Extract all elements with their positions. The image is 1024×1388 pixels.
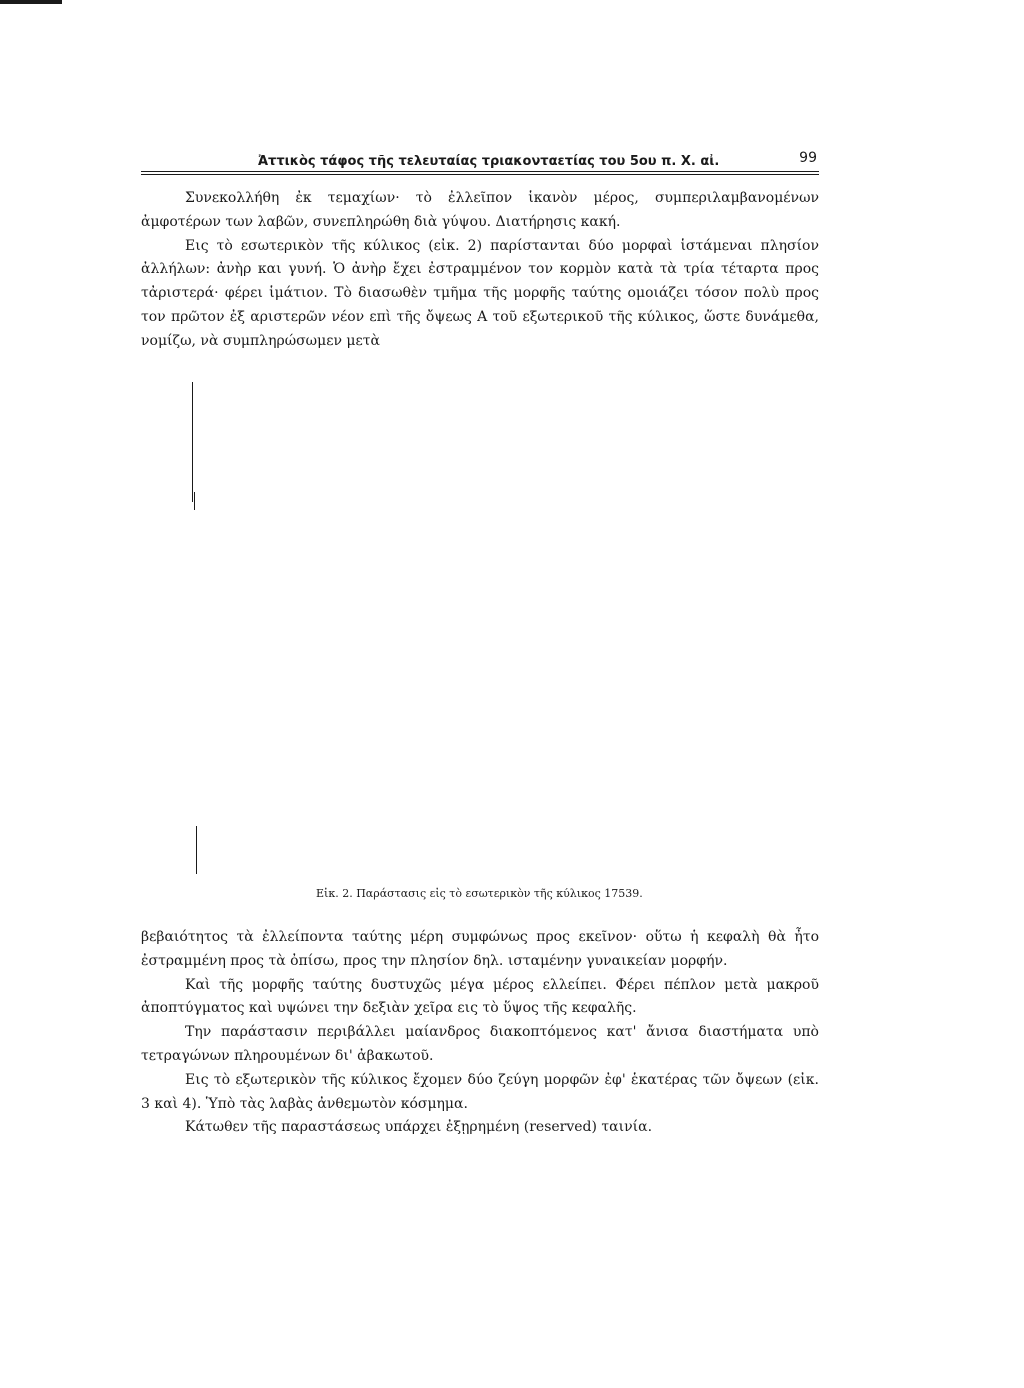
body-text-bottom xyxy=(141,926,819,1140)
figure-2 xyxy=(141,370,819,880)
figure-fragment-line xyxy=(196,826,197,874)
scan-edge-mark xyxy=(0,0,62,4)
figure-fragment-line xyxy=(194,492,195,510)
paragraph: Εις τὸ εξωτερικὸν τῆς κύλικος ἔχομεν δύο ζεύγη μορφῶν ἐφ' ἑκατέρας τῶν ὄψεων (εἰκ. 3 καὶ 4). Ὑπὸ τὰς λαβὰς ἀνθεμωτὸν κόσμημα. xyxy=(141,1071,819,1112)
paragraph: Εις τὸ εσωτερικὸν τῆς κύλικος (εἰκ. 2) παρίστανται δύο μορφαὶ ἱστάμεναι πλησίον ἀλλήλων: ἀνὴρ και γυνή. Ὁ ἀνὴρ ἔχει ἐστραμμένον τον κορμὸν κατὰ τὰ τρία τέταρτα προς τἀριστερά· φέρει ἱμάτιον. Τὸ διασωθὲν τμῆμα τῆς μορφῆς ταύτης ομοιάζει τόσον πολὺ προς τον πρῶτον ἐξ αριστερῶν νέον επὶ τῆς ὄψεως Α τοῦ εξωτερικοῦ τῆς κύλικος, ὥστε δυνάμεθα, νομίζω, νὰ συμπληρώσωμεν μετὰ xyxy=(141,237,819,349)
running-header xyxy=(141,146,819,172)
figure-fragment-line xyxy=(192,382,193,502)
figure-caption: Εἰκ. 2. Παράστασις εἰς τὸ εσωτερικὸν τῆς κύλικος 17539. xyxy=(316,887,643,900)
header-rule xyxy=(141,174,819,175)
paragraph: Την παράστασιν περιβάλλει μαίανδρος διακοπτόμενος κατ' ἄνισα διαστήματα υπὸ τετραγώνων πληρουμένων δι' ἀβακωτοῦ. xyxy=(141,1024,819,1064)
paragraph: Καὶ τῆς μορφῆς ταύτης δυστυχῶς μέγα μέρος ελλείπει. Φέρει πέπλον μετὰ μακροῦ ἀποπτύγματος καὶ υψώνει την δεξιὰν χεῖρα εις τὸ ὕψος τῆς κεφαλῆς. xyxy=(141,976,819,1017)
paragraph: Κάτωθεν τῆς παραστάσεως υπάρχει ἐξῃρημένη (reserved) ταινία. xyxy=(185,1119,653,1136)
body-text-top xyxy=(141,187,819,354)
header-rule xyxy=(141,171,819,172)
paragraph: Συνεκολλήθη ἐκ τεμαχίων· τὸ ἐλλεῖπον ἱκανὸν μέρος, συμπεριλαμβανομένων ἀμφοτέρων των λαβῶν, συνεπληρώθη διὰ γύψου. Διατήρησις κακή. xyxy=(141,190,819,230)
paragraph: βεβαιότητος τὰ ἐλλείποντα ταύτης μέρη συμφώνως προς εκεῖνον· οὕτω ἡ κεφαλὴ θὰ ἦτο ἐστραμμένη προς τὰ ὀπίσω, προς την πλησίον δηλ. ισταμένην γυναικείαν μορφήν. xyxy=(141,929,819,969)
page-number: 99 xyxy=(799,150,817,166)
running-title: Ἀττικὸς τάφος τῆς τελευταίας τριακονταετίας του 5ου π. Χ. αἰ. xyxy=(258,154,720,169)
